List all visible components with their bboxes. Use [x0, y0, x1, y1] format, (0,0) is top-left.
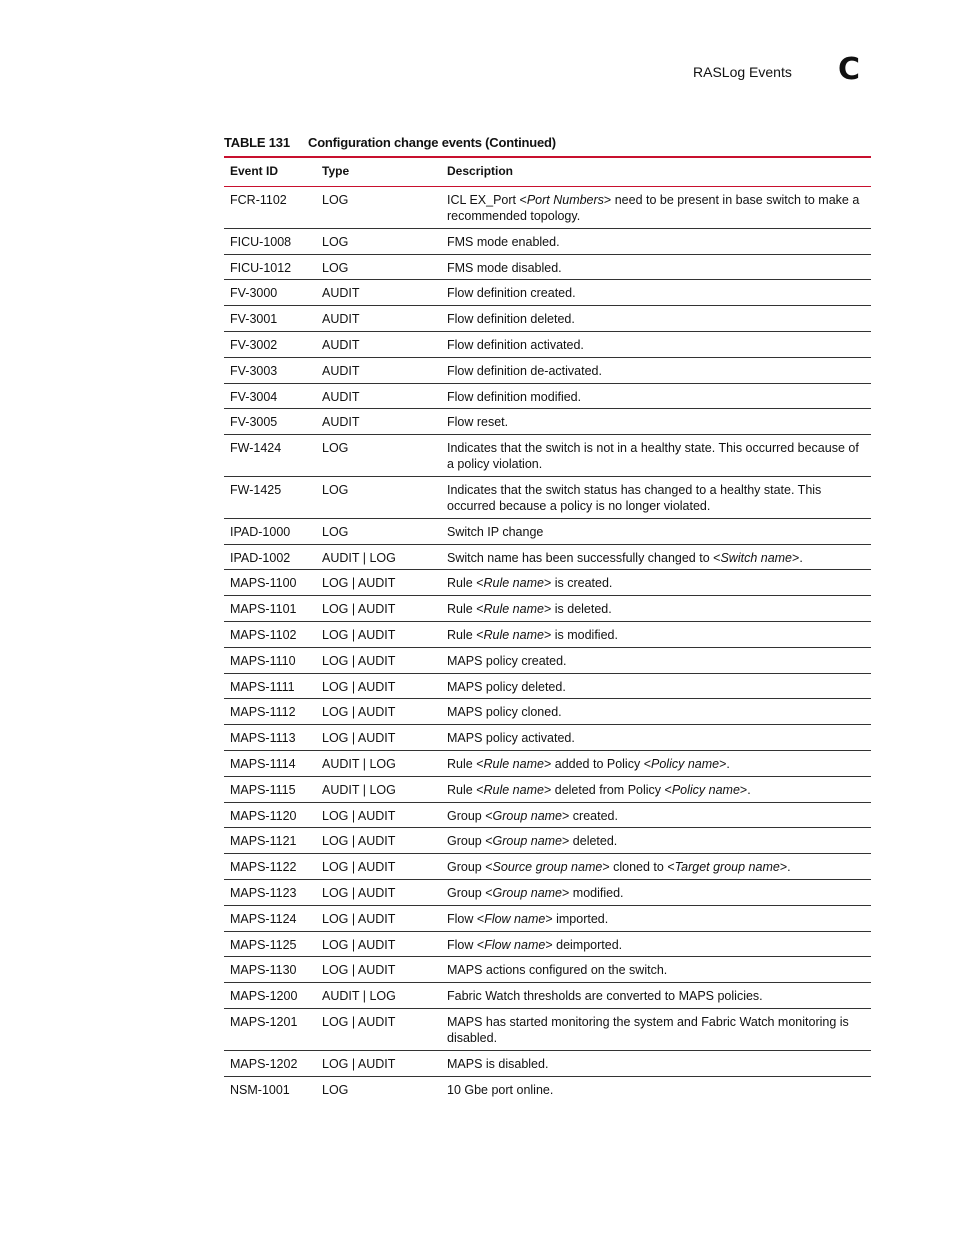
event-id-cell: MAPS-1202: [230, 1056, 298, 1071]
table-row: [224, 435, 871, 477]
event-id-cell: MAPS-1100: [230, 576, 297, 591]
table-row: [224, 519, 871, 545]
event-id-cell: MAPS-1114: [230, 756, 296, 771]
description-cell: Fabric Watch thresholds are converted to MAPS policies.: [447, 989, 763, 1004]
description-cell: MAPS actions configured on the switch.: [447, 963, 668, 978]
type-cell: LOG | AUDIT: [322, 653, 396, 668]
event-id-cell: IPAD-1000: [230, 524, 291, 539]
table-row: [224, 803, 871, 829]
event-id-cell: FICU-1008: [230, 234, 292, 249]
description-cell: Indicates that the switch is not in a healthy state. This occurred because of a policy violation.: [447, 441, 863, 472]
description-cell: MAPS is disabled.: [447, 1056, 549, 1071]
description-cell: Group <Source group name> cloned to <Target group name>.: [447, 860, 791, 875]
table-row: [224, 725, 871, 751]
table-row: [224, 596, 871, 622]
table-row: [224, 229, 871, 255]
table-row: [224, 1051, 871, 1077]
event-id-cell: MAPS-1130: [230, 963, 297, 978]
type-cell: LOG | AUDIT: [322, 911, 396, 926]
table-row: [224, 932, 871, 958]
event-id-cell: MAPS-1102: [230, 627, 297, 642]
type-cell: AUDIT: [322, 286, 360, 301]
table-row: [224, 187, 871, 229]
type-cell: LOG | AUDIT: [322, 808, 396, 823]
event-id-cell: FV-3005: [230, 415, 278, 430]
column-header-type: Type: [322, 164, 350, 178]
table-row: [224, 777, 871, 803]
event-id-cell: FV-3000: [230, 286, 278, 301]
description-cell: Switch name has been successfully changed to <Switch name>.: [447, 550, 803, 565]
table-row: [224, 409, 871, 435]
description-cell: MAPS policy activated.: [447, 731, 575, 746]
running-header-section: RASLog Events: [693, 64, 792, 80]
table-body: [224, 187, 871, 1101]
type-cell: LOG | AUDIT: [322, 963, 396, 978]
event-id-cell: FW-1425: [230, 482, 282, 497]
type-cell: LOG | AUDIT: [322, 885, 396, 900]
event-id-cell: IPAD-1002: [230, 550, 291, 565]
table-row: [224, 306, 871, 332]
type-cell: AUDIT: [322, 337, 360, 352]
table-row: [224, 957, 871, 983]
description-cell: MAPS has started monitoring the system and Fabric Watch monitoring is disabled.: [447, 1014, 853, 1045]
type-cell: LOG | AUDIT: [322, 679, 396, 694]
event-id-cell: FV-3004: [230, 389, 278, 404]
column-header-event-id: Event ID: [230, 164, 279, 178]
type-cell: AUDIT | LOG: [322, 782, 396, 797]
event-id-cell: MAPS-1200: [230, 989, 298, 1004]
event-id-cell: NSM-1001: [230, 1082, 290, 1097]
type-cell: LOG | AUDIT: [322, 731, 396, 746]
table-row: [224, 699, 871, 725]
description-cell: FMS mode enabled.: [447, 234, 560, 249]
table-row: [224, 648, 871, 674]
column-header-description: Description: [447, 164, 514, 178]
event-id-cell: MAPS-1115: [230, 782, 296, 797]
type-cell: LOG | AUDIT: [322, 705, 396, 720]
table-row: [224, 828, 871, 854]
description-cell: MAPS policy deleted.: [447, 679, 566, 694]
event-id-cell: MAPS-1120: [230, 808, 297, 823]
type-cell: LOG: [322, 524, 349, 539]
table-row: [224, 1077, 871, 1102]
event-id-cell: MAPS-1121: [230, 834, 297, 849]
type-cell: LOG | AUDIT: [322, 834, 396, 849]
appendix-letter: C: [838, 52, 861, 87]
event-id-cell: MAPS-1101: [230, 602, 297, 617]
event-id-cell: FV-3001: [230, 312, 278, 327]
type-cell: LOG: [322, 1082, 349, 1097]
description-cell: MAPS policy created.: [447, 653, 567, 668]
event-id-cell: FV-3003: [230, 363, 278, 378]
description-cell: Flow <Flow name> imported.: [447, 911, 609, 926]
table-row: [224, 545, 871, 571]
table-row: [224, 674, 871, 700]
description-cell: Flow definition deleted.: [447, 312, 575, 327]
table-row: [224, 477, 871, 519]
description-cell: Flow definition de-activated.: [447, 363, 602, 378]
type-cell: LOG | AUDIT: [322, 1056, 396, 1071]
description-cell: Flow definition activated.: [447, 337, 584, 352]
type-cell: AUDIT | LOG: [322, 989, 396, 1004]
table-row: [224, 280, 871, 306]
table-row: [224, 384, 871, 410]
type-cell: LOG | AUDIT: [322, 860, 396, 875]
table-row: [224, 880, 871, 906]
type-cell: AUDIT: [322, 363, 360, 378]
table-row: [224, 332, 871, 358]
type-cell: LOG | AUDIT: [322, 1014, 396, 1029]
description-cell: MAPS policy cloned.: [447, 705, 562, 720]
type-cell: AUDIT: [322, 389, 360, 404]
event-id-cell: MAPS-1111: [230, 679, 295, 694]
type-cell: AUDIT | LOG: [322, 756, 396, 771]
table-row: [224, 570, 871, 596]
table-caption: [224, 135, 556, 150]
description-cell: FMS mode disabled.: [447, 260, 562, 275]
description-cell: Flow <Flow name> deimported.: [447, 937, 623, 952]
event-id-cell: FICU-1012: [230, 260, 292, 275]
table-row: [224, 983, 871, 1009]
description-cell: Flow reset.: [447, 415, 509, 430]
type-cell: LOG: [322, 441, 349, 456]
type-cell: LOG | AUDIT: [322, 937, 396, 952]
event-id-cell: FCR-1102: [230, 193, 287, 207]
type-cell: LOG: [322, 260, 349, 275]
description-cell: Group <Group name> modified.: [447, 885, 624, 900]
description-cell: Indicates that the switch status has changed to a healthy state. This occurred because a policy is no longer violated.: [447, 482, 825, 513]
table-row: [224, 622, 871, 648]
table-row: [224, 255, 871, 281]
table-row: [224, 358, 871, 384]
description-cell: Rule <Rule name> is modified.: [447, 627, 618, 642]
type-cell: LOG: [322, 234, 349, 249]
description-cell: Group <Group name> created.: [447, 808, 618, 823]
events-table: [224, 156, 871, 1101]
description-cell: Group <Group name> deleted.: [447, 834, 618, 849]
event-id-cell: MAPS-1201: [230, 1014, 298, 1029]
table-row: [224, 854, 871, 880]
event-id-cell: FV-3002: [230, 337, 278, 352]
description-cell: Switch IP change: [447, 524, 544, 539]
description-cell: Rule <Rule name> added to Policy <Policy name>.: [447, 756, 730, 771]
event-id-cell: FW-1424: [230, 441, 282, 456]
table-row: [224, 906, 871, 932]
event-id-cell: MAPS-1124: [230, 911, 297, 926]
event-id-cell: MAPS-1123: [230, 885, 297, 900]
event-id-cell: MAPS-1112: [230, 705, 296, 720]
table-title: Configuration change events (Continued): [308, 135, 556, 150]
table-header-row: [224, 156, 871, 187]
type-cell: AUDIT | LOG: [322, 550, 396, 565]
description-cell: ICL EX_Port <Port Numbers> need to be present in base switch to make a recommended topology.: [447, 193, 863, 223]
type-cell: LOG: [322, 193, 349, 207]
table-row: [224, 1009, 871, 1051]
event-id-cell: MAPS-1113: [230, 731, 296, 746]
description-cell: Rule <Rule name> is created.: [447, 576, 613, 591]
type-cell: LOG | AUDIT: [322, 576, 396, 591]
type-cell: LOG | AUDIT: [322, 627, 396, 642]
description-cell: Flow definition created.: [447, 286, 576, 301]
type-cell: AUDIT: [322, 312, 360, 327]
description-cell: Rule <Rule name> is deleted.: [447, 602, 612, 617]
event-id-cell: MAPS-1125: [230, 937, 297, 952]
event-id-cell: MAPS-1110: [230, 653, 296, 668]
event-id-cell: MAPS-1122: [230, 860, 297, 875]
table-number: TABLE 131: [224, 135, 290, 150]
table-row: [224, 751, 871, 777]
description-cell: Flow definition modified.: [447, 389, 582, 404]
type-cell: LOG | AUDIT: [322, 602, 396, 617]
description-cell: 10 Gbe port online.: [447, 1082, 554, 1097]
type-cell: LOG: [322, 482, 349, 497]
type-cell: AUDIT: [322, 415, 360, 430]
description-cell: Rule <Rule name> deleted from Policy <Policy name>.: [447, 782, 751, 797]
